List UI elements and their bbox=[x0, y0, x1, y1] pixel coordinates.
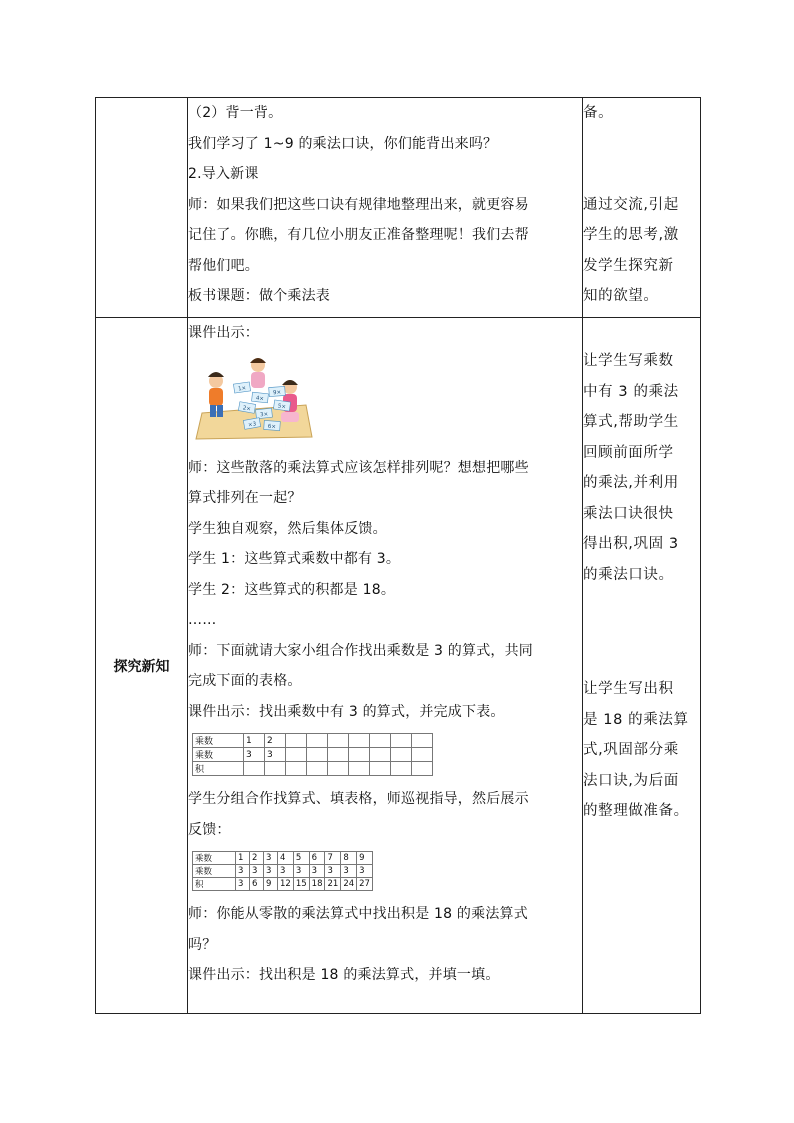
math-card-label: 2× bbox=[242, 404, 252, 413]
text-line: 通过交流,引起 bbox=[583, 196, 679, 213]
table-cell bbox=[328, 748, 349, 762]
lesson-lines bbox=[188, 318, 582, 349]
table-cell: 7 bbox=[325, 852, 341, 865]
table-cell: 9 bbox=[264, 878, 278, 891]
table-cell bbox=[307, 734, 328, 748]
table-cell: 3 bbox=[325, 865, 341, 878]
text-line: 2.导入新课 bbox=[188, 166, 259, 182]
table-cell: 6 bbox=[250, 878, 264, 891]
table-cell: 5 bbox=[293, 852, 309, 865]
table-cell: 3 bbox=[278, 865, 294, 878]
table-cell: 2 bbox=[250, 852, 264, 865]
text-line: 学生的思考,激 bbox=[583, 227, 679, 243]
lesson-content-cell bbox=[188, 98, 583, 318]
math-card-label: 5× bbox=[277, 402, 287, 411]
row-header-cell: 乘数 bbox=[193, 748, 244, 762]
section-label-cell bbox=[96, 318, 188, 1014]
table-cell: 6 bbox=[309, 852, 325, 865]
table-cell: 3 bbox=[236, 865, 250, 878]
table-row bbox=[193, 734, 433, 748]
table-cell bbox=[370, 748, 391, 762]
table-cell bbox=[412, 734, 433, 748]
table-row bbox=[193, 748, 433, 762]
text-line: 发学生探究新 bbox=[583, 257, 674, 274]
text-line: 吗？ bbox=[188, 936, 217, 953]
table-cell bbox=[265, 762, 286, 776]
text-line: 学生独自观察，然后集体反馈。 bbox=[188, 520, 387, 537]
text-line: 法口诀,为后面 bbox=[583, 772, 679, 789]
text-line: 算式排列在一起？ bbox=[188, 490, 302, 506]
text-line: 的乘法口诀。 bbox=[583, 566, 674, 583]
table-cell bbox=[307, 748, 328, 762]
design-note-cell bbox=[583, 318, 701, 1014]
table-cell: 1 bbox=[244, 734, 265, 748]
table-cell: 9 bbox=[357, 852, 373, 865]
table-cell bbox=[391, 762, 412, 776]
table-cell: 27 bbox=[357, 878, 373, 891]
text-line: 学生 2：这些算式的积都是 18。 bbox=[188, 581, 396, 598]
text-line: 得出积,巩固 3 bbox=[583, 536, 679, 552]
table-cell bbox=[370, 734, 391, 748]
table-cell bbox=[328, 734, 349, 748]
text-line: 的乘法,并利用 bbox=[583, 475, 679, 491]
table-cell: 18 bbox=[309, 878, 325, 891]
note-lines bbox=[583, 346, 700, 590]
table-cell: 3 bbox=[293, 865, 309, 878]
text-line: 反馈： bbox=[188, 821, 231, 838]
note-lines bbox=[583, 674, 700, 827]
text-line: 让学生写出积 bbox=[583, 681, 674, 697]
text-line: 知的欲望。 bbox=[583, 288, 659, 304]
table-cell bbox=[391, 734, 412, 748]
table-cell bbox=[349, 748, 370, 762]
text-line: 帮他们吧。 bbox=[188, 257, 259, 274]
math-card-label: 9× bbox=[272, 389, 282, 396]
table-cell: 3 bbox=[264, 865, 278, 878]
table-cell: 3 bbox=[341, 865, 357, 878]
text-line: 师：这些散落的乘法算式应该怎样排列呢？想想把哪些 bbox=[188, 459, 529, 476]
text-line: 的整理做准备。 bbox=[583, 803, 689, 819]
lesson-plan-table bbox=[95, 97, 701, 1014]
note-lines bbox=[583, 98, 700, 312]
section-label-cell bbox=[96, 98, 188, 318]
table-cell bbox=[349, 734, 370, 748]
table-cell: 12 bbox=[278, 878, 294, 891]
text-line: 记住了。你瞧，有几位小朋友正准备整理呢！我们去帮 bbox=[188, 227, 529, 243]
lesson-lines bbox=[188, 453, 582, 728]
table-cell: 3 bbox=[250, 865, 264, 878]
table-cell bbox=[286, 734, 307, 748]
table-cell bbox=[244, 762, 265, 776]
table-row bbox=[193, 865, 373, 878]
lesson-lines bbox=[188, 899, 582, 991]
text-line: 课件出示： bbox=[188, 325, 259, 341]
text-line: 是 18 的乘法算 bbox=[583, 711, 689, 728]
table-cell: 3 bbox=[236, 878, 250, 891]
text-line: 师：如果我们把这些口诀有规律地整理出来，就更容易 bbox=[188, 196, 529, 213]
text-line: 我们学习了 1~9 的乘法口诀，你们能背出来吗？ bbox=[188, 135, 498, 152]
table-cell: 24 bbox=[341, 878, 357, 891]
text-line bbox=[583, 129, 700, 160]
text-line: 中有 3 的乘法 bbox=[583, 383, 679, 400]
row-header-cell: 积 bbox=[193, 762, 244, 776]
row-header-cell: 乘数 bbox=[193, 865, 236, 878]
table-cell: 2 bbox=[265, 734, 286, 748]
table-cell: 4 bbox=[278, 852, 294, 865]
table-cell bbox=[286, 762, 307, 776]
text-line bbox=[583, 159, 700, 190]
math-card-label: 3× bbox=[259, 411, 269, 418]
multiplier-table-blank bbox=[192, 733, 433, 776]
table-cell bbox=[307, 762, 328, 776]
text-line: 学生分组合作找算式、填表格，师巡视指导，然后展示 bbox=[188, 791, 529, 807]
table-cell bbox=[370, 762, 391, 776]
math-card-label: 6× bbox=[267, 423, 277, 430]
children-sorting-cards-illustration bbox=[194, 353, 314, 441]
table-cell: 1 bbox=[236, 852, 250, 865]
row-header-cell: 乘数 bbox=[193, 734, 244, 748]
section-label: 探究新知 bbox=[113, 658, 170, 675]
text-line: 回顾前面所学 bbox=[583, 444, 674, 461]
design-note-cell bbox=[583, 98, 701, 318]
table-row bbox=[193, 762, 433, 776]
text-line: 让学生写乘数 bbox=[583, 353, 674, 369]
row-header-cell: 乘数 bbox=[193, 852, 236, 865]
table-cell bbox=[391, 748, 412, 762]
text-line: …… bbox=[188, 612, 217, 628]
table-cell: 8 bbox=[341, 852, 357, 865]
text-line: 乘法口诀很快 bbox=[583, 505, 674, 522]
table-row bbox=[193, 852, 373, 865]
text-line: 学生 1：这些算式乘数中都有 3。 bbox=[188, 551, 401, 567]
table-cell: 3 bbox=[264, 852, 278, 865]
math-card-label: ×3 bbox=[247, 420, 257, 429]
text-line: 课件出示：找出积是 18 的乘法算式，并填一填。 bbox=[188, 967, 500, 983]
text-line: 师：你能从零散的乘法算式中找出积是 18 的乘法算式 bbox=[188, 906, 528, 922]
text-line: 完成下面的表格。 bbox=[188, 673, 302, 689]
text-line: （2）背一背。 bbox=[188, 105, 283, 121]
table-cell: 3 bbox=[357, 865, 373, 878]
table-row bbox=[193, 878, 373, 891]
math-card-label: 1× bbox=[237, 384, 247, 393]
text-line: 课件出示：找出乘数中有 3 的算式，并完成下表。 bbox=[188, 703, 505, 720]
table-cell bbox=[286, 748, 307, 762]
table-row bbox=[96, 98, 701, 318]
text-line: 师：下面就请大家小组合作找出乘数是 3 的算式，共同 bbox=[188, 642, 534, 659]
table-row bbox=[96, 318, 701, 1014]
table-cell bbox=[349, 762, 370, 776]
text-line: 式,巩固部分乘 bbox=[583, 742, 679, 758]
math-card-label: 4× bbox=[255, 395, 265, 402]
table-cell: 3 bbox=[309, 865, 325, 878]
lesson-lines bbox=[188, 98, 582, 312]
table-cell: 3 bbox=[244, 748, 265, 762]
table-cell: 15 bbox=[293, 878, 309, 891]
text-line: 算式,帮助学生 bbox=[583, 414, 679, 430]
table-cell bbox=[412, 762, 433, 776]
lesson-lines bbox=[188, 784, 582, 845]
text-line: 备。 bbox=[583, 105, 614, 121]
table-cell bbox=[328, 762, 349, 776]
row-header-cell: 积 bbox=[193, 878, 236, 891]
text-line: 板书课题：做个乘法表 bbox=[188, 288, 330, 304]
multiplier-table-filled bbox=[192, 851, 373, 891]
table-cell bbox=[412, 748, 433, 762]
table-cell: 21 bbox=[325, 878, 341, 891]
lesson-content-cell bbox=[188, 318, 583, 1014]
table-cell: 3 bbox=[265, 748, 286, 762]
